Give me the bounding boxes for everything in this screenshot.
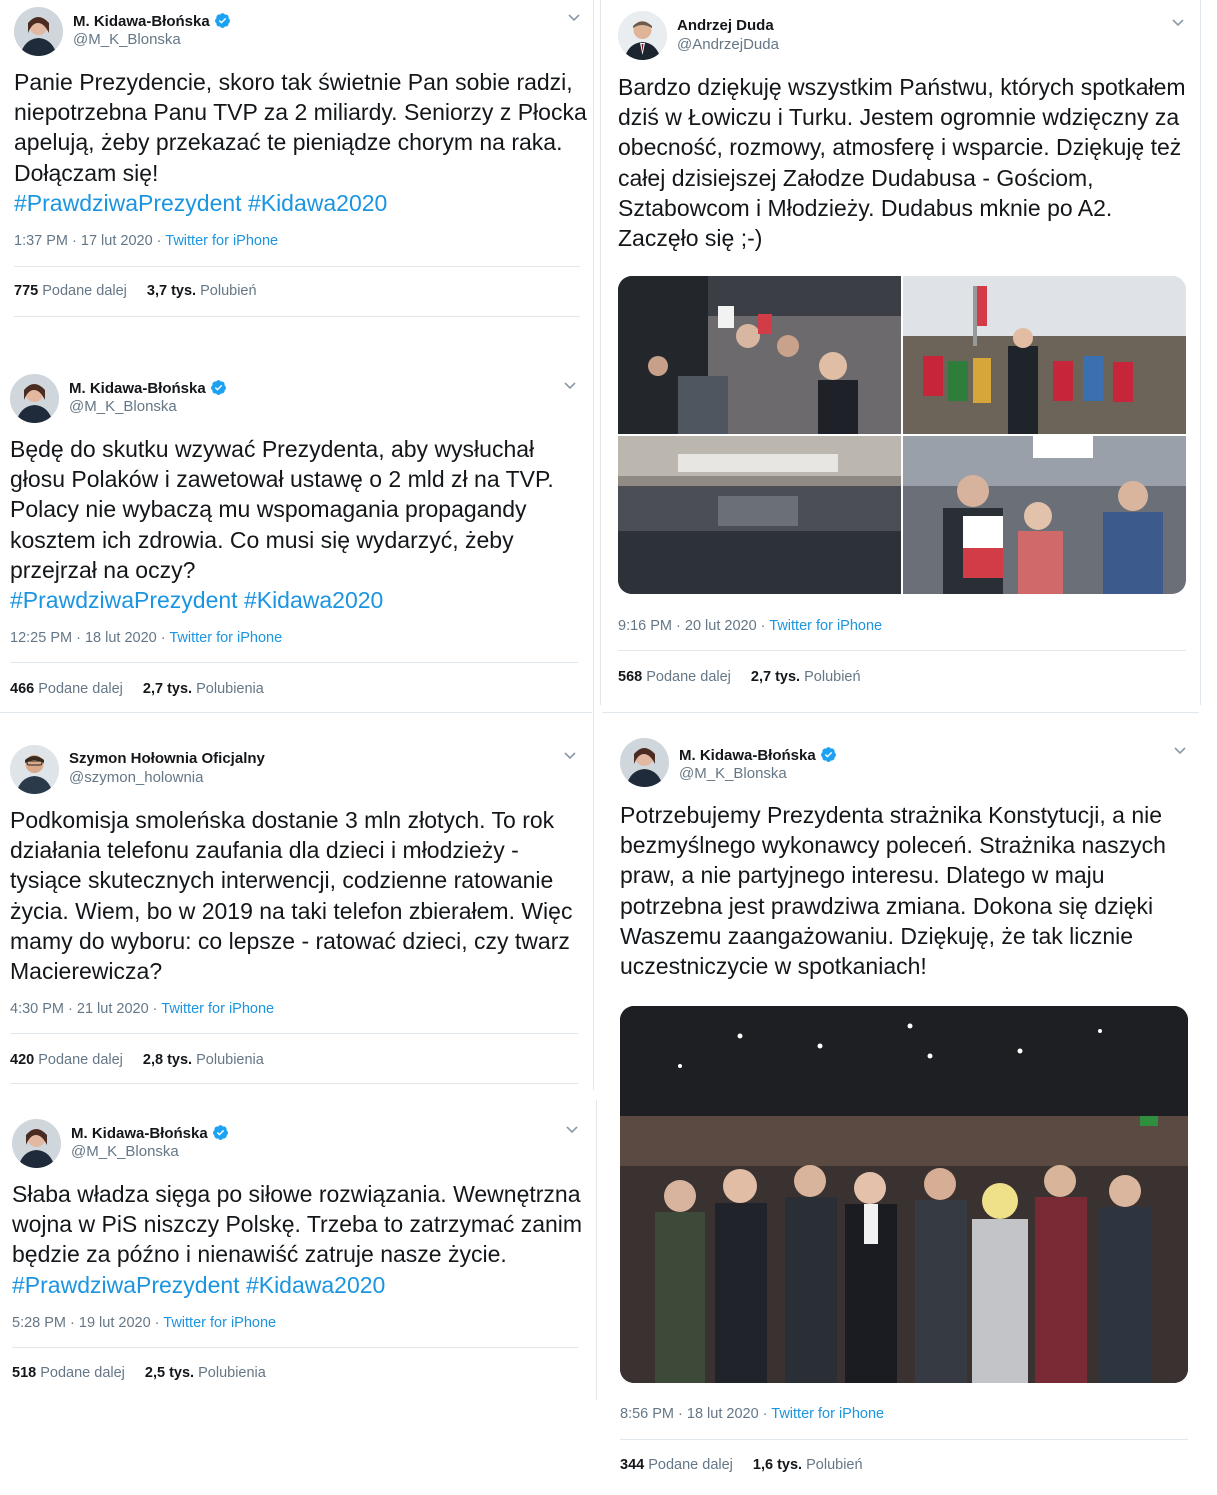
retweets-count[interactable]: 775 Podane dalej: [14, 283, 127, 299]
tweet-photo[interactable]: [618, 276, 901, 434]
divider: [0, 712, 592, 713]
divider: [618, 650, 1186, 651]
tweet-line: tysiące skutecznych interwencji, codzienne ratowanie: [10, 867, 554, 894]
author-handle[interactable]: @M_K_Blonska: [69, 398, 177, 415]
divider: [10, 1033, 578, 1034]
author-handle[interactable]: @AndrzejDuda: [677, 36, 779, 53]
tweet-photo[interactable]: [903, 436, 1186, 594]
tweet-text: [10, 434, 554, 615]
likes-count[interactable]: 3,7 tys. Polubień: [146, 283, 257, 299]
tweet-line: praw, a nie partyjnego interesu. Dlatego w maju: [620, 862, 1105, 889]
tweet-card[interactable]: [604, 730, 1200, 1490]
retweets-count[interactable]: 518 Podane dalej: [12, 1365, 125, 1381]
divider: [10, 1083, 578, 1084]
tweet-timestamp: 1:37 PM · 17 lut 2020 · Twitter for iPhone: [14, 233, 279, 249]
tweet-line: Będę do skutku wzywać Prezydenta, aby wysłuchał: [10, 436, 535, 462]
tweet-line: działania telefonu zaufania dla dzieci i młodzieży -: [10, 837, 519, 864]
author-name[interactable]: M. Kidawa-Błońska: [71, 1124, 229, 1142]
tweet-stats: [14, 283, 257, 299]
verified-badge-icon: [212, 1124, 229, 1141]
divider: [12, 1347, 578, 1348]
verified-badge-icon: [820, 746, 837, 763]
column-divider: [600, 0, 601, 705]
tweet-line: przejrzał na oczy?: [10, 556, 196, 583]
tweet-line: Panie Prezydencie, skoro tak świetnie Pan sobie radzi,: [14, 69, 573, 95]
column-divider: [596, 1100, 597, 1400]
tweet-line: będzie za późno i nienawiść zatruje nasze życie.: [12, 1241, 507, 1268]
divider: [14, 266, 580, 267]
tweet-line: Potrzebujemy Prezydenta strażnika Konstytucji, a nie: [620, 802, 1163, 828]
author-name[interactable]: Andrzej Duda: [677, 17, 774, 34]
tweet-source-link[interactable]: Twitter for iPhone: [163, 1315, 277, 1331]
hashtags-link[interactable]: #PrawdziwaPrezydent #Kidawa2020: [10, 587, 384, 614]
tweet-photo[interactable]: [903, 276, 1186, 434]
avatar[interactable]: [14, 7, 63, 56]
tweet-text: [14, 67, 587, 218]
tweet-timestamp: 12:25 PM · 18 lut 2020 · Twitter for iPhone: [10, 630, 283, 646]
tweet-timestamp: 4:30 PM · 21 lut 2020 · Twitter for iPhone: [10, 1001, 275, 1017]
tweet-stats: [12, 1365, 266, 1381]
chevron-down-icon[interactable]: [564, 1122, 580, 1138]
author-handle[interactable]: @M_K_Blonska: [73, 31, 181, 48]
author-handle[interactable]: @M_K_Blonska: [679, 765, 787, 782]
avatar[interactable]: [620, 738, 669, 787]
tweet-line: Waszemu zaangażowaniu. Dziękuję, że tak licznie: [620, 922, 1134, 949]
tweet-line: Macierewicza?: [10, 958, 163, 985]
tweet-stats: [10, 681, 264, 697]
verified-badge-icon: [214, 12, 231, 29]
likes-count[interactable]: 2,7 tys. Polubień: [750, 669, 861, 685]
avatar[interactable]: [618, 11, 667, 60]
tweet-line: bezmyślnego wykonawcy poleceń. Strażnika naszych: [620, 832, 1166, 859]
tweet-source-link[interactable]: Twitter for iPhone: [165, 233, 279, 249]
tweet-line: życia. Wiem, bo w 2019 na taki telefon zbierałem. Więc: [10, 897, 573, 924]
likes-count[interactable]: 1,6 tys. Polubień: [752, 1457, 863, 1473]
tweet-stats: [10, 1052, 264, 1068]
tweet-line: wojna w PiS niszczy Polskę. Trzeba to zatrzymać zanim: [12, 1211, 583, 1238]
author-name[interactable]: M. Kidawa-Błońska: [69, 379, 227, 397]
tweet-line: Słaba władza sięga po siłowe rozwiązania. Wewnętrzna: [12, 1181, 581, 1207]
tweet-text: [620, 800, 1166, 981]
tweet-source-link[interactable]: Twitter for iPhone: [169, 630, 283, 646]
tweet-source-link[interactable]: Twitter for iPhone: [771, 1406, 885, 1422]
divider: [620, 1439, 1188, 1440]
divider: [14, 316, 580, 317]
chevron-down-icon[interactable]: [566, 10, 582, 26]
hashtags-link[interactable]: #PrawdziwaPrezydent #Kidawa2020: [14, 189, 388, 216]
likes-count[interactable]: 2,8 tys. Polubienia: [142, 1052, 264, 1068]
tweet-line: Bardzo dziękuję wszystkim Państwu, których spotkałem: [618, 74, 1186, 100]
tweet-line: głosu Polaków i zawetował ustawę o 2 mld zł na TVP.: [10, 466, 554, 493]
avatar[interactable]: [10, 374, 59, 423]
tweet-card[interactable]: [0, 740, 592, 1085]
tweet-line: kosztem ich zdrowia. Co musi się wydarzyć, żeby: [10, 526, 514, 553]
column-divider: [593, 0, 594, 1090]
likes-count[interactable]: 2,5 tys. Polubienia: [144, 1365, 266, 1381]
divider: [10, 662, 578, 663]
verified-badge-icon: [210, 379, 227, 396]
tweet-line: mamy do wyboru: co lepsze - ratować dzieci, czy twarz: [10, 927, 570, 954]
tweet-line: Sztabowcom i Młodzieży. Dudabus mknie po A2.: [618, 194, 1113, 221]
author-name[interactable]: M. Kidawa-Błońska: [679, 746, 837, 764]
tweet-line: Dołączam się!: [14, 159, 159, 186]
avatar[interactable]: [10, 745, 59, 794]
chevron-down-icon[interactable]: [562, 748, 578, 764]
tweet-line: dziś w Łowiczu i Turku. Jestem ogromnie wdzięczny za: [618, 104, 1180, 131]
tweet-line: Podkomisja smoleńska dostanie 3 mln złotych. To rok: [10, 807, 555, 833]
tweet-timestamp: 8:56 PM · 18 lut 2020 · Twitter for iPhone: [620, 1406, 885, 1422]
tweet-source-link[interactable]: Twitter for iPhone: [161, 1001, 275, 1017]
tweet-card[interactable]: [604, 0, 1198, 705]
section-divider: [602, 712, 1199, 713]
author-handle[interactable]: @szymon_holownia: [69, 769, 204, 786]
tweet-timestamp: 9:16 PM · 20 lut 2020 · Twitter for iPhone: [618, 618, 883, 634]
retweets-count[interactable]: 344 Podane dalej: [620, 1457, 733, 1473]
tweet-photo[interactable]: [618, 436, 901, 594]
avatar[interactable]: [12, 1119, 61, 1168]
tweet-photo[interactable]: [620, 1006, 1188, 1383]
tweet-timestamp: 5:28 PM · 19 lut 2020 · Twitter for iPhone: [12, 1315, 277, 1331]
tweet-stats: [618, 669, 861, 685]
chevron-down-icon[interactable]: [1172, 743, 1188, 759]
column-divider: [1200, 0, 1201, 705]
tweet-line: potrzebna jest prawdziwa zmiana. Dokona się dzięki: [620, 892, 1154, 919]
tweet-line: niepotrzebna Panu TVP za 2 miliardy. Seniorzy z Płocka: [14, 99, 587, 126]
retweets-count[interactable]: 420 Podane dalej: [10, 1052, 123, 1068]
tweet-card[interactable]: [0, 1113, 592, 1398]
author-name[interactable]: M. Kidawa-Błońska: [73, 12, 231, 30]
tweet-line: Zaczęło się ;-): [618, 225, 763, 252]
author-handle[interactable]: @M_K_Blonska: [71, 1143, 179, 1160]
likes-count[interactable]: 2,7 tys. Polubienia: [142, 681, 264, 697]
retweets-count[interactable]: 568 Podane dalej: [618, 669, 731, 685]
tweet-line: obecność, rozmowy, atmosferę i wsparcie. Dziękuję też: [618, 134, 1182, 161]
tweet-text: [618, 72, 1186, 253]
tweet-text: [10, 805, 572, 986]
tweet-line: uczestniczycie w spotkaniach!: [620, 953, 927, 980]
hashtags-link[interactable]: #PrawdziwaPrezydent #Kidawa2020: [12, 1271, 386, 1298]
author-name[interactable]: Szymon Hołownia Oficjalny: [69, 750, 265, 767]
chevron-down-icon[interactable]: [562, 378, 578, 394]
retweets-count[interactable]: 466 Podane dalej: [10, 681, 123, 697]
tweet-text: [12, 1179, 582, 1300]
tweet-source-link[interactable]: Twitter for iPhone: [769, 618, 883, 634]
chevron-down-icon[interactable]: [1170, 15, 1186, 31]
tweet-line: apelują, żeby przekazać te pieniądze chorym na raka.: [14, 129, 563, 156]
tweet-stats: [620, 1457, 863, 1473]
tweet-card[interactable]: [0, 368, 592, 708]
tweet-line: Polacy nie wybaczą mu wspomagania propagandy: [10, 496, 527, 523]
tweet-card[interactable]: [0, 0, 592, 318]
tweet-line: całej dzisiejszej Załodze Dudabusa - Gościom,: [618, 164, 1094, 191]
